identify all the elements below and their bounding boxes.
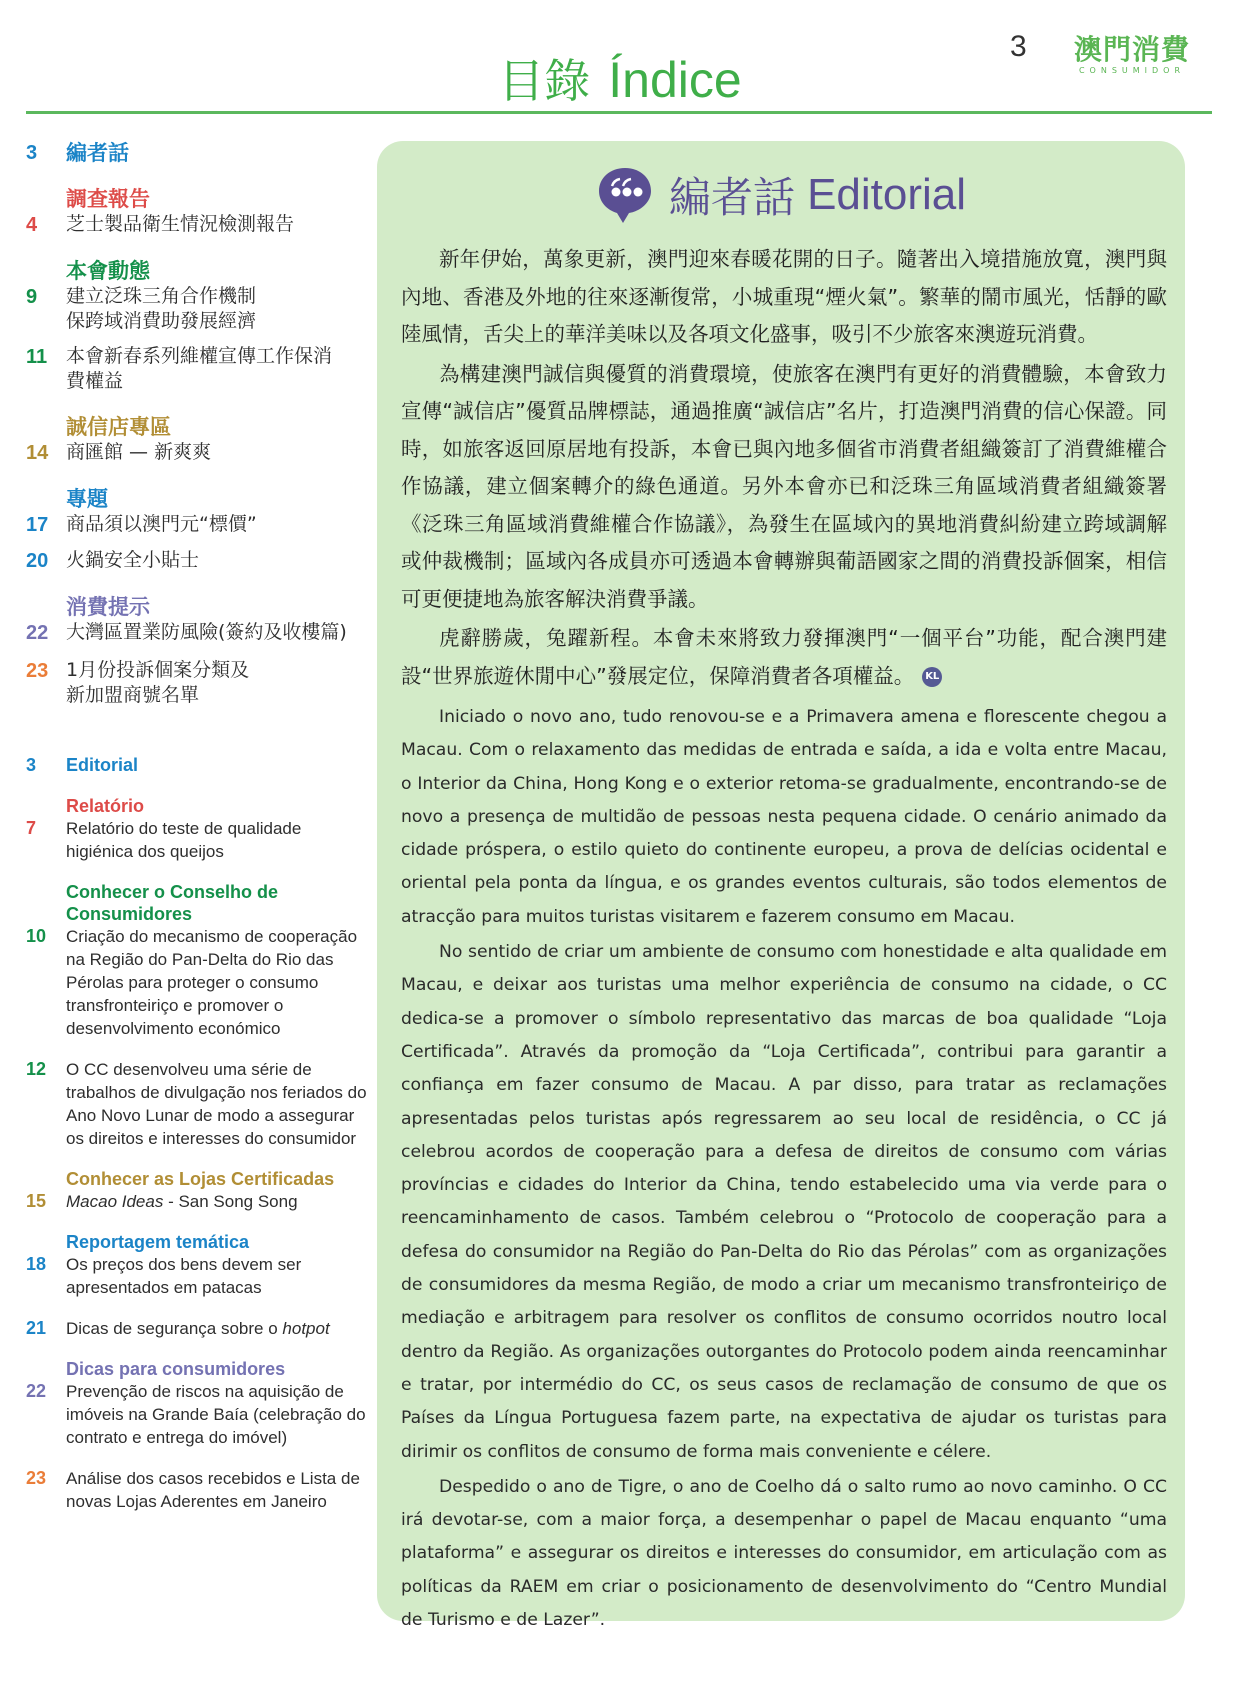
toc-page-number: 20 xyxy=(26,550,49,572)
toc-item-text: Relatório do teste de qualidade higiénica dos queijos xyxy=(66,819,302,861)
brand-name-en: CONSUMIDOR xyxy=(1078,66,1186,75)
toc-section-title: Relatório xyxy=(66,796,145,816)
toc-item-text: Análise dos casos recebidos e Lista de novas Lojas Aderentes em Janeiro xyxy=(66,1469,360,1511)
toc-entry[interactable] xyxy=(26,1168,376,1213)
toc-page-number: 22 xyxy=(26,1381,47,1401)
toc-item-text: Dicas de segurança sobre o hotpot xyxy=(66,1319,330,1338)
toc-page-number: 15 xyxy=(26,1191,47,1211)
toc-entry[interactable] xyxy=(26,186,376,238)
page-title-zh: 目錄 xyxy=(498,54,591,108)
toc-page-number: 14 xyxy=(26,442,49,464)
toc-section-title: Conhecer o Conselho de Consumidores xyxy=(66,882,279,924)
toc-section-title: 調查報告 xyxy=(66,187,150,211)
toc-item-text: 建立泛珠三角合作機制 保跨域消費助發展經濟 xyxy=(66,285,257,332)
editorial-body xyxy=(401,241,1167,1639)
editorial-title-en: Editorial xyxy=(807,170,967,219)
signature-badge: KL xyxy=(922,667,942,687)
editorial-paragraph-pt: Despedido o ano de Tigre, o ano de Coelho dá o salto rumo ao novo caminho. O CC irá devotar-se, com a maior força, a desempenhar o papel de Macau enquanto “uma plataforma” e assegurar os direitos e interesses do consumidor, em articulação com as políticas da RAEM em criar o posicionamento de desenvolvimento do “Centro Mundial de Turismo e de Lazer”. xyxy=(401,1476,1167,1631)
editorial-paragraph-pt: No sentido de criar um ambiente de consumo com honestidade e alta qualidade em Macau, e deixar aos turistas uma melhor experiência de consumo na cidade, o CC dedica-se a promover o símbolo representativo das marcas de boa qualidade “Loja Certificada”. Através da promoção da “Loja Certificada”, contribui para garantir a confiança em fazer consumo de Macau. A par disso, para tratar as reclamações apresentadas pelos turistas após regressarem ao seu local de residência, o CC já celebrou acordos de cooperação para a defesa de direitos de consumo com várias províncias e cidades do Interior da China, tendo estabelecido uma via verde para o reencaminhamento de casos. Também celebrou o “Protocolo de cooperação para a defesa do consumidor na Região do Pan-Delta do Rio das Pérolas” com as organizações de consumidores da mesma Região, de modo a criar um mecanismo transfronteiriço de mediação e arbitragem para resolver os conflitos de consumo ocorridos noutro local dentro da Região. As organizações outorgantes do Protocolo podem ainda reencaminhar e tratar, por intermédio do CC, os seus casos de reclamação de consumo de que os Países da Língua Portuguesa fazem parte, na expectativa de ajudar os turistas para dirimir os conflitos de consumo de forma mais conveniente e célere. xyxy=(401,942,1167,1462)
toc-page-number: 10 xyxy=(26,926,47,946)
toc-item-text: 1月份投訴個案分類及 新加盟商號名單 xyxy=(66,659,250,706)
toc-page-number: 23 xyxy=(26,660,49,682)
toc-item-text: Macao Ideas - San Song Song xyxy=(66,1192,298,1211)
editorial-heading xyxy=(377,165,1185,225)
toc-item-text: 商品須以澳門元“標價” xyxy=(66,513,257,535)
toc-page-number: 3 xyxy=(26,142,38,164)
toc-page-number: 4 xyxy=(26,214,38,236)
toc-page-number: 12 xyxy=(26,1059,47,1079)
toc-page-number: 9 xyxy=(26,286,38,308)
toc-page-number: 3 xyxy=(26,755,37,775)
toc-item-text: 商匯館 — 新爽爽 xyxy=(66,441,212,463)
toc-entry[interactable] xyxy=(26,140,376,166)
toc-section-title: 本會動態 xyxy=(66,259,150,283)
toc-section-title: 消費提示 xyxy=(66,595,150,619)
toc-entry[interactable] xyxy=(26,658,376,708)
toc-entry[interactable] xyxy=(26,414,376,466)
toc-item-text: O CC desenvolveu uma série de trabalhos de divulgação nos feriados do Ano Novo Lunar de modo a assegurar os direitos e interesses do consumidor xyxy=(66,1060,367,1148)
toc-item-text: 大灣區置業防風險(簽約及收樓篇) xyxy=(66,621,347,643)
toc-item-text: 芝士製品衛生情況檢測報告 xyxy=(66,213,295,235)
editorial-paragraph-zh: 為構建澳門誠信與優質的消費環境，使旅客在澳門有更好的消費體驗，本會致力宣傳“誠信店”優質品牌標誌，通過推廣“誠信店”名片，打造澳門消費的信心保證。同時，如旅客返回原居地有投訴，本會已與內地多個省市消費者組織簽訂了消費維權合作協議，建立個案轉介的綠色通道。另外本會亦已和泛珠三角區域消費者組織簽署《泛珠三角區域消費維權合作協議》，為發生在區域內的異地消費糾紛建立跨域調解或仲裁機制；區域內各成員亦可透過本會轉辦與葡語國家之間的消費投訴個案，相信可更便捷地為旅客解決消費爭議。 xyxy=(401,361,1167,611)
toc-section-title: 編者話 xyxy=(66,141,129,165)
toc-section-title: Dicas para consumidores xyxy=(66,1359,286,1379)
page-number: 3 xyxy=(1010,30,1027,63)
toc-entry[interactable] xyxy=(26,548,376,574)
toc-entry[interactable] xyxy=(26,258,376,334)
toc-item-text: Os preços dos bens devem ser apresentados em patacas xyxy=(66,1255,302,1297)
toc-entry[interactable] xyxy=(26,1317,376,1340)
toc-page-number: 7 xyxy=(26,818,37,838)
editorial-paragraph-zh: 新年伊始，萬象更新，澳門迎來春暖花開的日子。隨著出入境措施放寬，澳門與內地、香港及外地的往來逐漸復常，小城重現“煙火氣”。繁華的鬧市風光，恬靜的歐陸風情，舌尖上的華洋美味以及各項文化盛事，吸引不少旅客來澳遊玩消費。 xyxy=(401,247,1167,346)
toc-entry[interactable] xyxy=(26,795,376,863)
editorial-paragraph-zh-text: 虎辭勝歲，兔躍新程。本會未來將致力發揮澳門“一個平台”功能，配合澳門建設“世界旅遊休閒中心”發展定位，保障消費者各項權益。 xyxy=(401,626,1167,688)
toc-entry[interactable] xyxy=(26,344,376,394)
toc-page-number: 22 xyxy=(26,622,49,644)
toc-page-number: 18 xyxy=(26,1254,47,1274)
editorial-paragraph-zh xyxy=(401,620,1167,695)
page-title xyxy=(0,50,1240,111)
brand-name-zh: 澳門消費 xyxy=(1073,33,1190,66)
toc-entry[interactable] xyxy=(26,594,376,646)
toc-entry[interactable] xyxy=(26,1467,376,1513)
toc-portuguese xyxy=(26,754,376,1513)
table-of-contents xyxy=(26,140,376,1513)
toc-item-text: Criação do mecanismo de cooperação na Região do Pan-Delta do Rio das Pérolas para proteger o consumo transfronteiriço e promover o desenvolvimento económico xyxy=(66,927,358,1038)
editorial-paragraph-pt: Iniciado o novo ano, tudo renovou-se e a Primavera amena e florescente chegou a Macau. Com o relaxamento das medidas de entrada e saída, a ida e volta entre Macau, o Interior da China, Hong Kong e o exterior retoma-se gradualmente, encontrando-se de novo a presença de multidão de pessoas nesta pequena cidade. O cenário animado da cidade próspera, o estilo quieto do continente europeu, a prova de delícias ocidental e oriental pela ponta da língua, e os grandes eventos culturais, são todos elementos de atracção para muitos turistas visitarem e fazerem consumo em Macau. xyxy=(401,707,1167,927)
toc-item-text: 火鍋安全小貼士 xyxy=(66,549,200,571)
toc-section-title: 誠信店專區 xyxy=(66,415,171,439)
toc-page-number: 23 xyxy=(26,1468,47,1488)
toc-section-title: 專題 xyxy=(66,487,108,511)
page-title-pt: Índice xyxy=(608,52,742,108)
speech-bubble-quote-icon xyxy=(596,165,654,225)
toc-item-text: Prevenção de riscos na aquisição de imóveis na Grande Baía (celebração do contrato e entrega do imóvel) xyxy=(66,1382,366,1447)
toc-entry[interactable] xyxy=(26,486,376,538)
title-divider xyxy=(26,111,1212,114)
toc-section-title: Conhecer as Lojas Certificadas xyxy=(66,1169,335,1189)
editorial-panel xyxy=(377,141,1185,1631)
toc-entry[interactable] xyxy=(26,881,376,1040)
toc-section-title: Editorial xyxy=(66,755,139,775)
toc-entry[interactable] xyxy=(26,1231,376,1299)
toc-item-text: 本會新春系列維權宣傳工作保消 費權益 xyxy=(66,345,333,392)
editorial-title-zh: 編者話 xyxy=(669,173,796,222)
toc-page-number: 17 xyxy=(26,514,49,536)
toc-entry[interactable] xyxy=(26,754,376,777)
toc-page-number: 21 xyxy=(26,1318,47,1338)
toc-page-number: 11 xyxy=(26,346,48,368)
toc-entry[interactable] xyxy=(26,1358,376,1449)
toc-section-title: Reportagem temática xyxy=(66,1232,250,1252)
toc-entry[interactable] xyxy=(26,1058,376,1150)
